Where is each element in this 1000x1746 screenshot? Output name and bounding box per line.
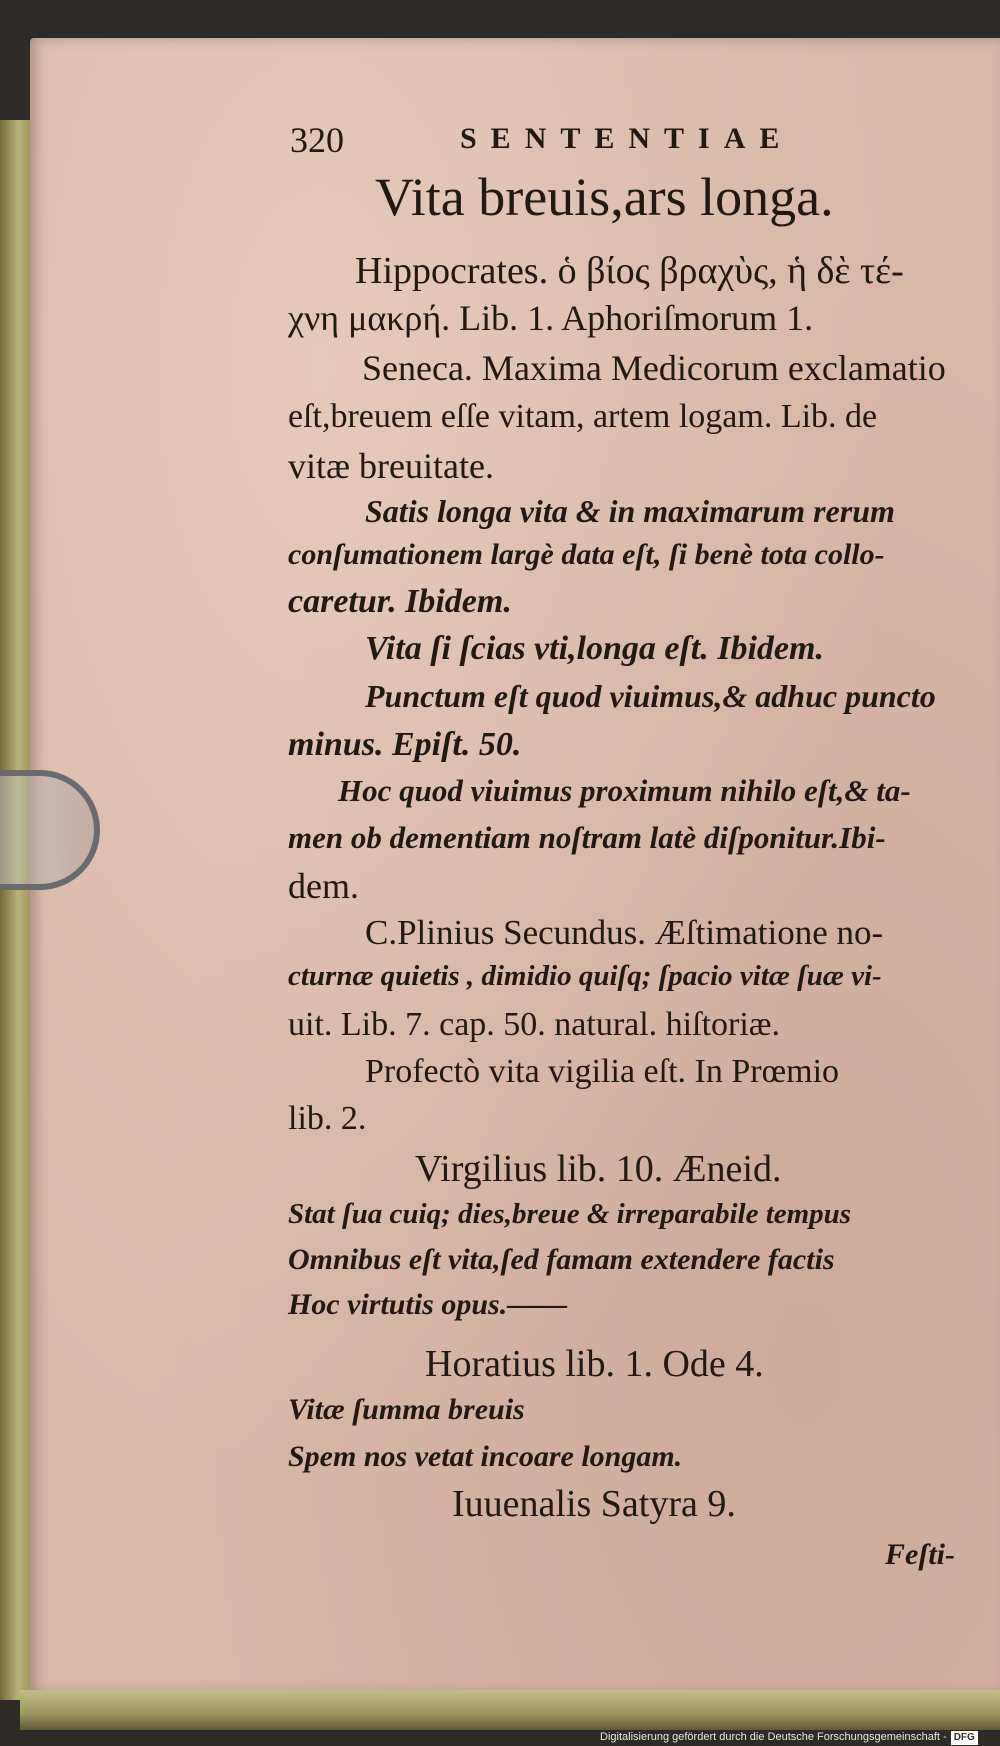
- text-line: Virgilius lib. 10. Æneid.: [415, 1148, 782, 1190]
- text-line: Punctum eſt quod viuimus,& adhuc puncto: [365, 678, 936, 714]
- text-line: caretur. Ibidem.: [288, 583, 512, 620]
- digitization-footer: [600, 1728, 1000, 1746]
- dfg-logo: DFG: [951, 1731, 978, 1745]
- text-line: Vitæ ſumma breuis: [288, 1393, 525, 1426]
- text-line: Omnibus eſt vita,ſed famam extendere factis: [288, 1243, 835, 1276]
- text-line: C.Plinius Secundus. Æſtimatione no-: [365, 913, 884, 952]
- text-line: Vita ſi ſcias vti,longa eſt. Ibidem.: [365, 630, 824, 667]
- page-number: 320: [290, 120, 344, 160]
- text-line: Hoc virtutis opus.——: [288, 1288, 568, 1321]
- text-line: cturnæ quietis , dimidio quiſq; ſpacio vitæ ſuæ vi-: [288, 960, 882, 992]
- catchword: Feſti-: [885, 1538, 955, 1571]
- text-line: conſumationem largè data eſt, ſi benè tota collo-: [288, 538, 885, 571]
- text-line: lib. 2.: [288, 1100, 367, 1137]
- text-line: Iuuenalis Satyra 9.: [452, 1483, 736, 1525]
- text-line: eſt,breuem eſſe vitam, artem logam. Lib. de: [288, 398, 878, 435]
- section-title: Vita breuis,ars longa.: [375, 167, 834, 227]
- text-line: Hippocrates. ὁ βίος βραχὺς, ἡ δὲ τέ-: [355, 250, 904, 292]
- footer-text: Digitalisierung gefördert durch die Deutsche Forschungsgemeinschaft -: [600, 1731, 947, 1743]
- text-line: χνη μακρή. Lib. 1. Aphoriſmorum 1.: [288, 298, 814, 338]
- text-line: uit. Lib. 7. cap. 50. natural. hiſtoriæ.: [288, 1006, 780, 1043]
- running-head: SENTENTIAE: [460, 122, 794, 155]
- text-line: men ob dementiam noſtram latè diſponitur.Ibi-: [288, 820, 886, 855]
- text-line: dem.: [288, 866, 359, 906]
- text-line: Spem nos vetat incoare longam.: [288, 1440, 683, 1473]
- text-line: minus. Epiſt. 50.: [288, 726, 522, 763]
- book-bottom-edge: [20, 1690, 1000, 1730]
- text-line: Profectò vita vigilia eſt. In Prœmio: [365, 1053, 840, 1090]
- text-line: Seneca. Maxima Medicorum exclamatio: [362, 348, 946, 388]
- text-line: Horatius lib. 1. Ode 4.: [425, 1343, 764, 1385]
- text-line: vitæ breuitate.: [288, 446, 494, 486]
- text-line: Stat ſua cuiq; dies,breue & irreparabile tempus: [288, 1198, 852, 1230]
- text-line: Satis longa vita & in maximarum rerum: [365, 493, 895, 529]
- text-line: Hoc quod viuimus proximum nihilo eſt,& ta-: [338, 773, 911, 808]
